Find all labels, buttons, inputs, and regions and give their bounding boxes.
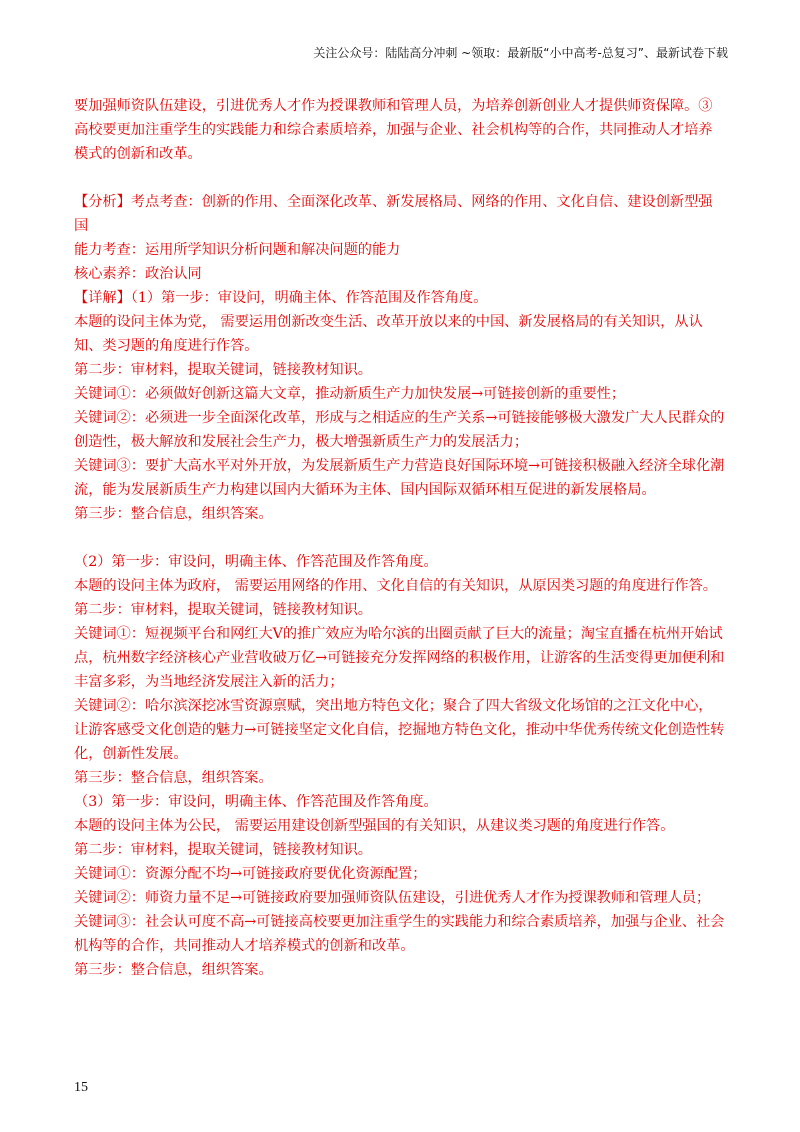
page-number: 15 <box>74 1080 88 1095</box>
paragraph-continuation: 要加强师资队伍建设，引进优秀人才作为授课教师和管理人员，为培养创新创业人才提供师资保障。③高校要更加注重学生的实践能力和综合素质培养，加强与企业、社会机构等的合作，共同推动人才培养模式的创新和改革。 <box>74 98 713 162</box>
q1-step2: 第二步：审材料，提取关键词，链接教材知识。 <box>74 362 372 378</box>
q3-step2: 第二步：审材料，提取关键词，链接教材知识。 <box>74 842 372 858</box>
paragraph-gap <box>74 166 726 190</box>
q2-step1: （2）第一步：审设问，明确主体、作答范围及作答角度。 <box>74 554 438 570</box>
q1-keyword-3: 关键词③：要扩大高水平对外开放，为发展新质生产力营造良好国际环境→可链接积极融入经济全球化潮流，能为发展新质生产力构建以国内大循环为主体、国内国际双循环相互促进的新发展格局。 <box>74 458 725 498</box>
q3-keyword-3: 关键词③：社会认可度不高→可链接高校要更加注重学生的实践能力和综合素质培养，加强与企业、社会机构等的合作，共同推动人才培养模式的创新和改革。 <box>74 914 725 954</box>
q2-keyword-2: 关键词②：哈尔滨深挖冰雪资源禀赋，突出地方特色文化；聚合了四大省级文化场馆的之江文化中心，让游客感受文化创造的魅力→可链接坚定文化自信，挖掘地方特色文化，推动中华优秀传统文化创造性转化，创新性发展。 <box>74 698 725 762</box>
q1-keyword-1: 关键词①：必须做好创新这篇大文章，推动新质生产力加快发展→可链接创新的重要性； <box>74 386 626 402</box>
core-literacy-line: 核心素养：政治认同 <box>74 266 202 282</box>
document-body <box>74 94 726 982</box>
detail-q1-step1: 【详解】（1）第一步：审设问，明确主体、作答范围及作答角度。 <box>74 290 488 306</box>
q2-step3: 第三步：整合信息，组织答案。 <box>74 770 273 786</box>
paragraph-gap <box>74 526 726 550</box>
analysis-line: 【分析】考点考查：创新的作用、全面深化改革、新发展格局、网络的作用、文化自信、建设创新型强国 <box>74 194 713 234</box>
q2-subject-line: 本题的设问主体为政府， 需要运用网络的作用、文化自信的有关知识，从原因类习题的角度进行作答。 <box>74 578 717 594</box>
q1-subject-line: 本题的设问主体为党， 需要运用创新改变生活、改革开放以来的中国、新发展格局的有关知识，从认知、类习题的角度进行作答。 <box>74 314 703 354</box>
page-header: 关注公众号：陆陆高分冲刺 ~领取：最新版“小中高考-总复习”、最新试卷下载 <box>313 46 728 60</box>
q3-step1: （3）第一步：审设问，明确主体、作答范围及作答角度。 <box>74 794 438 810</box>
q1-keyword-2: 关键词②：必须进一步全面深化改革，形成与之相适应的生产关系→可链接能够极大激发广大人民群众的创造性，极大解放和发展社会生产力，极大增强新质生产力的发展活力； <box>74 410 725 450</box>
q3-step3: 第三步：整合信息，组织答案。 <box>74 962 273 978</box>
q3-subject-line: 本题的设问主体为公民， 需要运用建设创新型强国的有关知识，从建议类习题的角度进行作答。 <box>74 818 675 834</box>
ability-line: 能力考查：运用所学知识分析问题和解决问题的能力 <box>74 242 401 258</box>
q2-keyword-1: 关键词①：短视频平台和网红大V的推广效应为哈尔滨的出圈贡献了巨大的流量；淘宝直播在杭州开始试点，杭州数字经济核心产业营收破万亿→可链接充分发挥网络的积极作用，让游客的生活变得更加便利和丰富多彩，为当地经济发展注入新的活力； <box>74 626 725 690</box>
q3-keyword-1: 关键词①：资源分配不均→可链接政府要优化资源配置； <box>74 866 427 882</box>
q1-step3: 第三步：整合信息，组织答案。 <box>74 506 273 522</box>
q3-keyword-2: 关键词②：师资力量不足→可链接政府要加强师资队伍建设，引进优秀人才作为授课教师和管理人员； <box>74 890 711 906</box>
q2-step2: 第二步：审材料，提取关键词，链接教材知识。 <box>74 602 372 618</box>
